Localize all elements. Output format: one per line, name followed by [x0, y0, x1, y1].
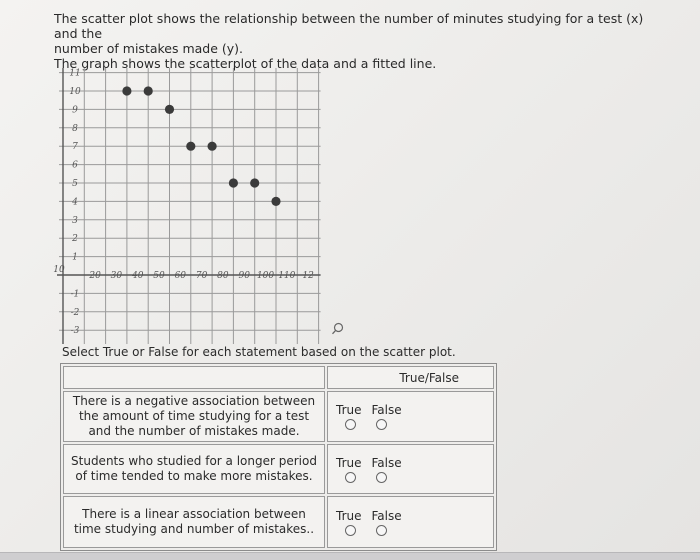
statement-1: There is a negative association between the amount of time studying for a test and the number of mistakes made.: [63, 391, 325, 442]
false-label: False: [371, 455, 402, 470]
true-false-table: [60, 363, 497, 551]
statement-3-true-radio[interactable]: [345, 525, 356, 536]
x-tick-label: 60: [174, 271, 187, 281]
prompt-line-1: The scatter plot shows the relationship between the number of minutes studying for a test (x) and the: [54, 11, 644, 41]
y-tick-label: 2: [72, 234, 78, 245]
table-row: [63, 496, 494, 548]
statement-1-true-radio[interactable]: [345, 419, 356, 430]
choice-cell-3: [327, 496, 494, 548]
table-row: [63, 444, 494, 494]
data-point: [122, 86, 131, 95]
statement-3: There is a linear association between time studying and number of mistakes..: [63, 496, 325, 548]
y-tick-label: 1: [72, 252, 78, 263]
statement-2-true-radio[interactable]: [345, 472, 356, 483]
y-tick-label: 5: [72, 179, 78, 189]
y-tick-label: 9: [72, 105, 78, 116]
x-tick-label: 110: [278, 271, 296, 281]
table-row: [63, 391, 494, 442]
data-point: [208, 142, 217, 151]
prompt-line-2: number of mistakes made (y).: [54, 41, 244, 56]
plot-grid: [59, 68, 321, 344]
tick-labels: [53, 69, 314, 344]
y-tick-label: -2: [70, 307, 80, 318]
data-point: [165, 105, 174, 114]
y-tick-label: -3: [70, 326, 80, 337]
y-tick-label: 10: [69, 87, 81, 97]
y-tick-label: 3: [72, 215, 78, 226]
x-tick-label: 100: [256, 271, 275, 281]
choice-cell-1: [327, 391, 494, 442]
data-point: [186, 142, 195, 151]
data-point: [271, 197, 280, 206]
statement-2-false-radio[interactable]: [376, 472, 387, 483]
y-tick-label: 7: [72, 142, 78, 153]
prompt-line-3: The graph shows the scatterplot of the data and a fitted line.: [54, 56, 437, 71]
true-label: True: [336, 508, 362, 523]
table-header-row: [63, 366, 494, 389]
magnify-icon[interactable]: [331, 322, 345, 336]
scatter-plot: [48, 68, 358, 344]
y-tick-label: -1: [70, 289, 80, 300]
x-tick-label: 70: [195, 271, 208, 281]
false-label: False: [371, 403, 402, 417]
statement-3-false-radio[interactable]: [376, 525, 387, 536]
instruction-text: Select True or False for each statement based on the scatter plot.: [62, 345, 456, 359]
y-tick-label: 8: [72, 123, 78, 134]
origin-label: 10: [53, 265, 65, 275]
x-tick-label: 30: [110, 271, 123, 281]
x-tick-label: 20: [89, 271, 101, 281]
data-point: [250, 178, 259, 187]
x-tick-label: 12: [302, 271, 314, 281]
header-blank-cell: [63, 366, 325, 389]
header-true-false: True/False: [327, 366, 494, 389]
y-tick-label: 11: [69, 68, 81, 79]
false-label: False: [371, 508, 402, 523]
x-tick-label: 80: [217, 271, 229, 281]
statement-2: Students who studied for a longer period of time tended to make more mistakes.: [63, 444, 325, 494]
data-point: [144, 86, 153, 95]
x-tick-label: 50: [153, 271, 165, 281]
true-label: True: [336, 455, 362, 470]
question-prompt: [54, 11, 664, 71]
true-label: True: [336, 403, 362, 417]
x-tick-label: 40: [131, 271, 144, 281]
data-point: [229, 178, 238, 187]
y-tick-label: 4: [72, 197, 78, 208]
statement-1-false-radio[interactable]: [376, 419, 387, 430]
x-tick-label: 90: [238, 271, 250, 281]
choice-cell-2: [327, 444, 494, 494]
y-tick-label: 6: [72, 160, 78, 171]
